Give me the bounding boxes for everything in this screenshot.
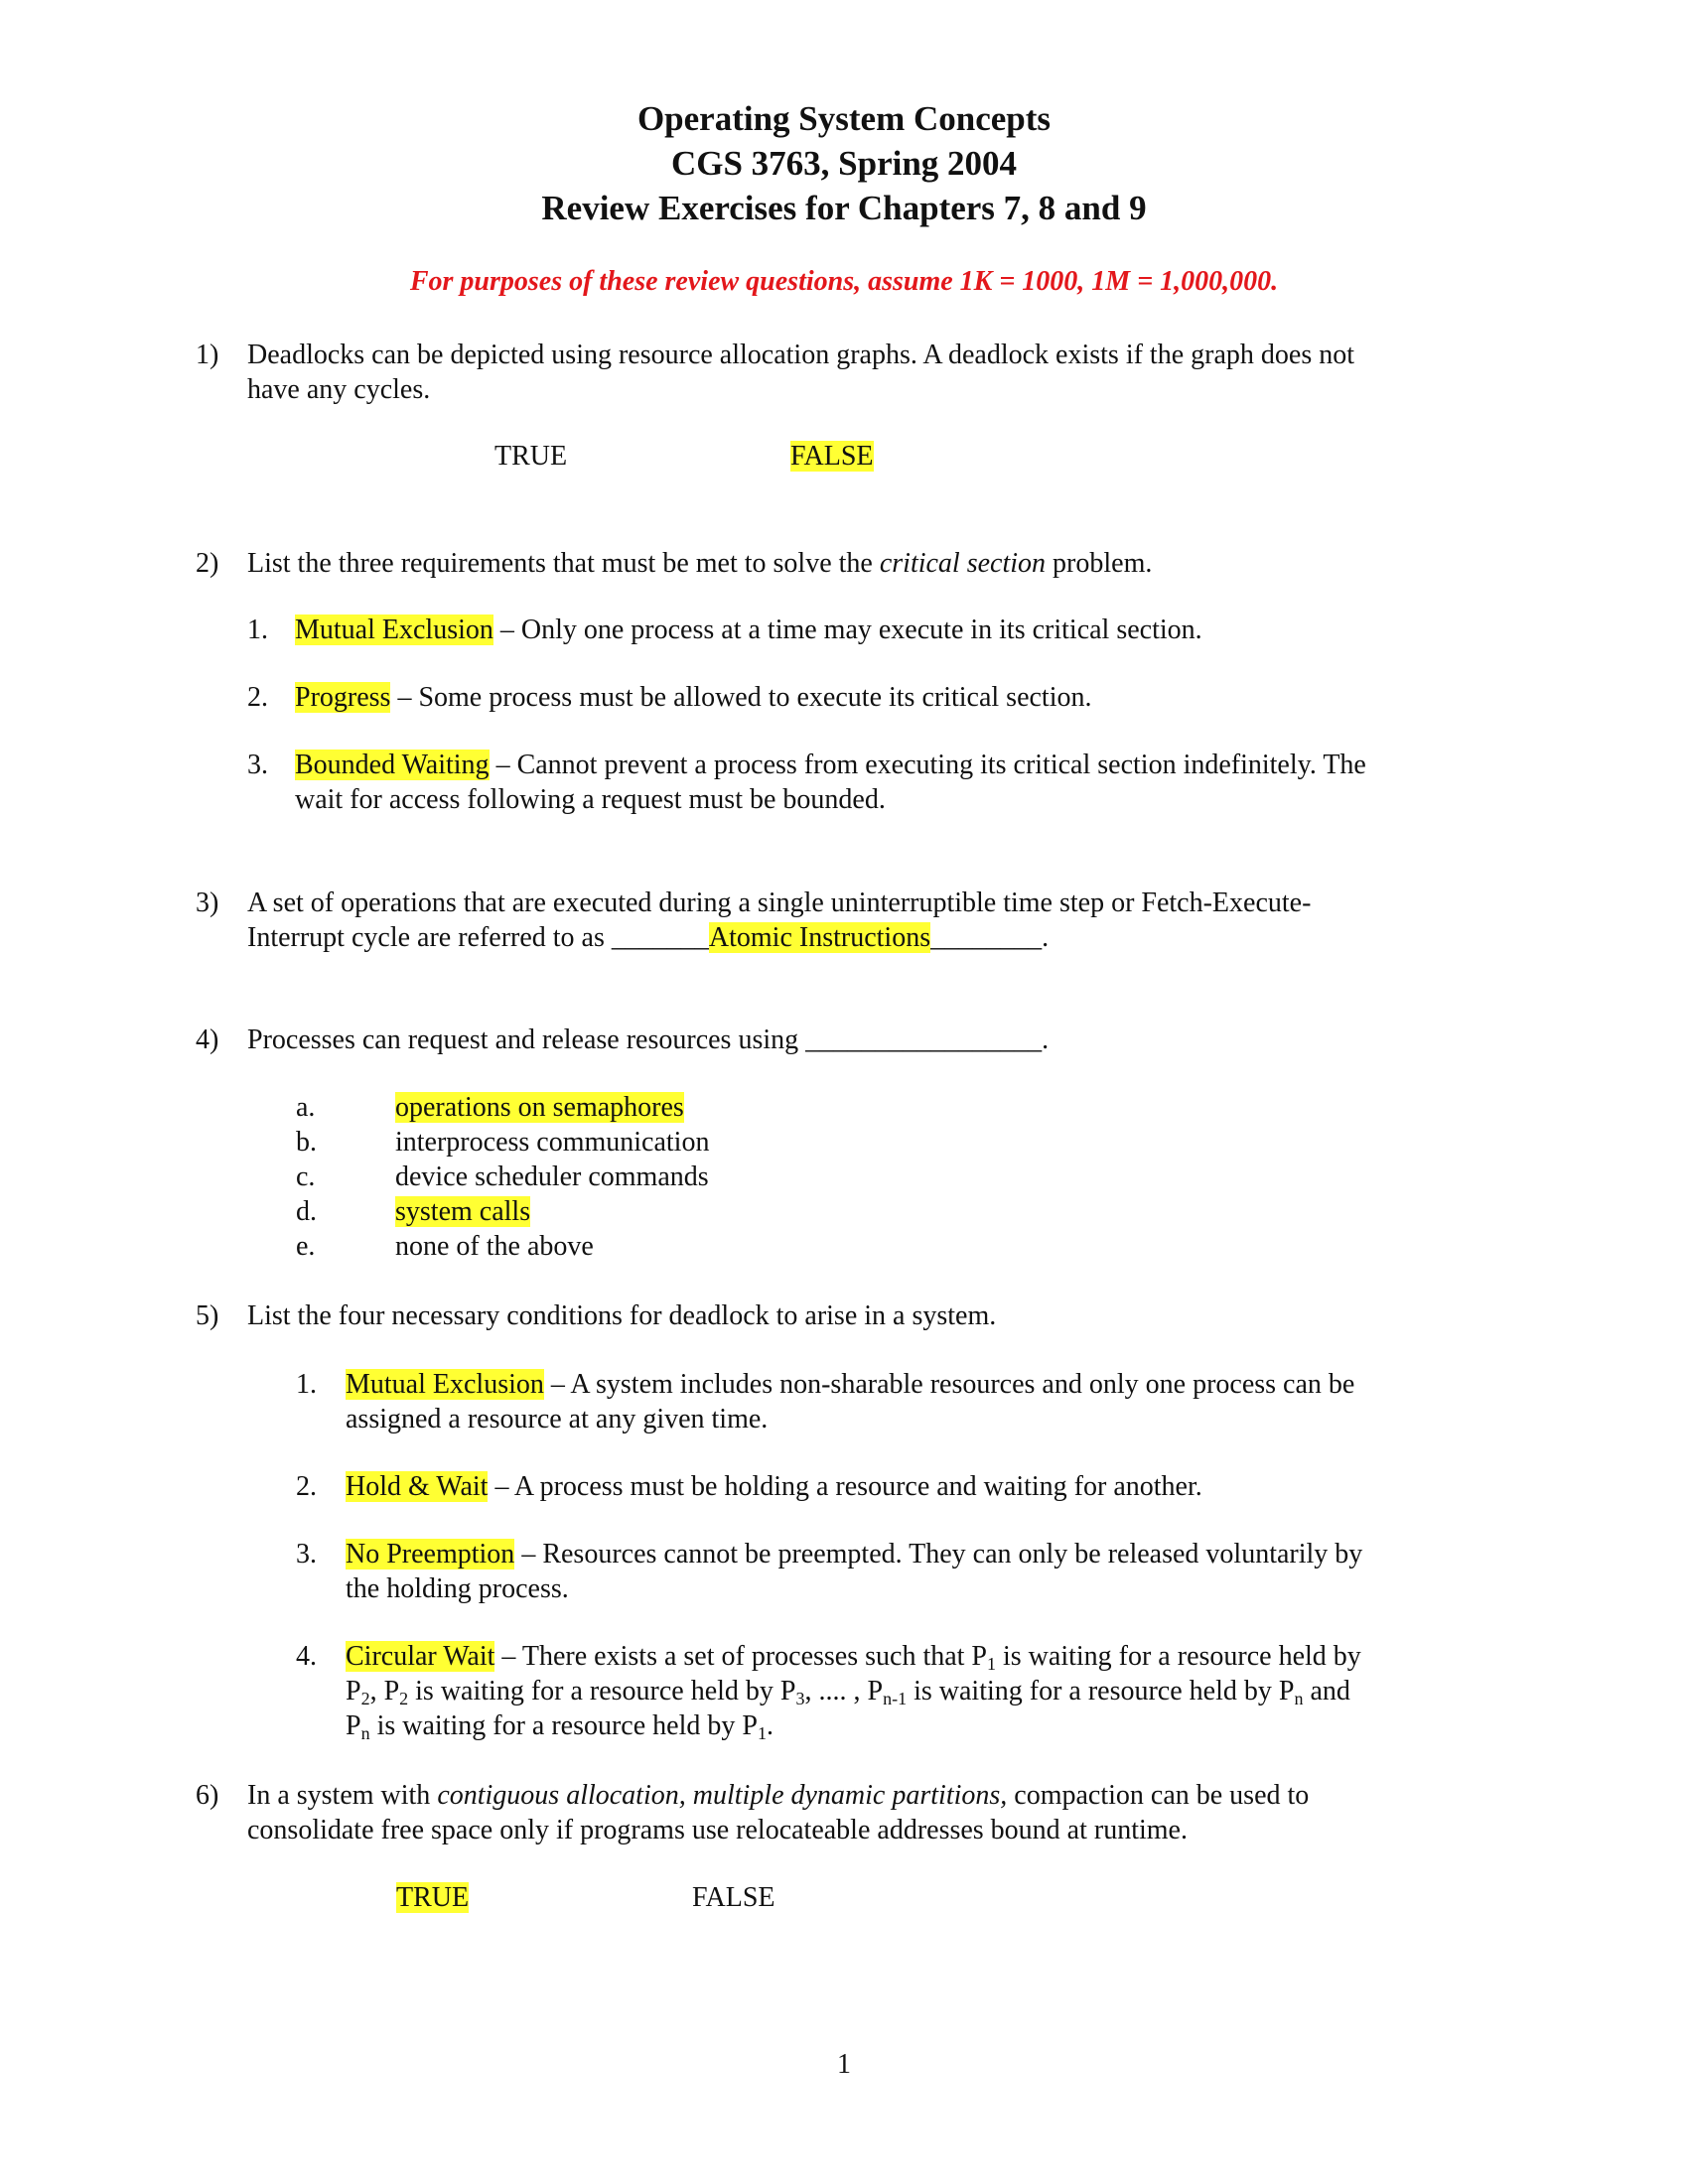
q2-item-1-term: Mutual Exclusion [295, 614, 493, 645]
q4-option-e: none of the above [395, 1231, 594, 1262]
q5-item-1-rest: – A system includes non-sharable resources and only one process can be [543, 1369, 1355, 1400]
q1-text-line2: have any cycles. [247, 374, 431, 405]
q5-item-1-term: Mutual Exclusion [346, 1369, 544, 1400]
cw-l2-a: P [346, 1676, 361, 1706]
cw-l3-c: . [766, 1710, 774, 1741]
q3-answer-highlight: Atomic Instructions [708, 922, 931, 953]
q2-item-1-number: 1. [247, 614, 268, 645]
q5-item-3-number: 3. [296, 1539, 317, 1570]
q1-answer-highlight: FALSE [790, 441, 874, 472]
q4-option-a-letter: a. [296, 1092, 316, 1123]
q6-answer-highlight: TRUE [396, 1882, 470, 1913]
course-line: CGS 3763, Spring 2004 [670, 144, 1018, 183]
q2-number: 2) [196, 548, 219, 579]
q2-item-3-rest: – Cannot prevent a process from executing its critical section indefinitely. The [489, 750, 1366, 780]
q3-line2-post: ________. [930, 922, 1050, 953]
subscript-n-b: n [360, 1723, 370, 1743]
q6-option-true [396, 1880, 469, 1915]
q5-item-3-term: No Preemption [346, 1539, 515, 1570]
q5-item-4-rest-a: – There exists a set of processes such that P [494, 1641, 987, 1672]
q5-item-4-number: 4. [296, 1641, 317, 1672]
q2-item-2-number: 2. [247, 682, 268, 713]
q2-item-1-rest: – Only one process at a time may execute in its critical section. [492, 614, 1202, 645]
q2-item-1 [295, 613, 1202, 647]
q3-number: 3) [196, 887, 219, 918]
cw-l2-f: and [1303, 1676, 1350, 1706]
subscript-n-a: n [1294, 1689, 1304, 1708]
cw-l3-a: P [346, 1710, 361, 1741]
cw-l2-d: , .... , P [804, 1676, 884, 1706]
cw-l2-e: is waiting for a resource held by P [907, 1676, 1295, 1706]
q4-option-a [395, 1090, 684, 1125]
q2-text-italic: critical section [879, 548, 1047, 579]
q6-option-false: FALSE [692, 1882, 775, 1913]
q4-option-e-letter: e. [296, 1231, 316, 1262]
cw-l2-b: , P [369, 1676, 400, 1706]
q3-line2-pre: Interrupt cycle are referred to as _______ [247, 922, 709, 953]
q5-item-2 [346, 1469, 1202, 1504]
q2-text-pre: List the three requirements that must be met to solve the [247, 548, 880, 579]
exercise-line: Review Exercises for Chapters 7, 8 and 9 [541, 189, 1147, 227]
q3-text-line2 [247, 920, 1049, 955]
q5-item-2-rest: – A process must be holding a resource and waiting for another. [488, 1471, 1202, 1502]
q5-item-2-number: 2. [296, 1471, 317, 1502]
subscript-1b: 1 [757, 1723, 767, 1743]
subscript-2b: 2 [399, 1689, 409, 1708]
q2-item-2-term: Progress [295, 682, 391, 713]
q2-item-3 [295, 748, 1366, 782]
q4-option-d-highlight: system calls [395, 1196, 531, 1227]
q3-text-line1: A set of operations that are executed during a single uninterruptible time step or Fetch-Execute- [247, 887, 1312, 918]
subscript-1: 1 [987, 1654, 996, 1674]
q1-number: 1) [196, 340, 219, 370]
q4-number: 4) [196, 1024, 219, 1055]
q2-item-3-line2: wait for access following a request must be bounded. [295, 784, 886, 815]
q5-number: 5) [196, 1300, 219, 1331]
q4-option-c-letter: c. [296, 1161, 316, 1192]
q2-item-2-rest: – Some process must be allowed to execute its critical section. [390, 682, 1092, 713]
q6-text-line1 [247, 1778, 1309, 1813]
q2-text [247, 546, 1152, 581]
q5-item-4-line2 [346, 1674, 1350, 1708]
cw-l2-c: is waiting for a resource held by P [408, 1676, 796, 1706]
q1-text-line1: Deadlocks can be depicted using resource allocation graphs. A deadlock exists if the graph does not [247, 340, 1354, 370]
q4-option-d [395, 1194, 530, 1229]
q4-option-a-highlight: operations on semaphores [395, 1092, 684, 1123]
q1-option-true: TRUE [494, 441, 568, 472]
q6-number: 6) [196, 1780, 219, 1811]
subscript-n-1: n-1 [883, 1689, 908, 1708]
q5-text: List the four necessary conditions for deadlock to arise in a system. [247, 1300, 997, 1331]
q2-item-3-number: 3. [247, 750, 268, 780]
q5-item-3-rest: – Resources cannot be preempted. They can only be released voluntarily by [514, 1539, 1363, 1570]
q5-item-1-number: 1. [296, 1369, 317, 1400]
cw-l3-b: is waiting for a resource held by P [369, 1710, 758, 1741]
q5-item-4 [346, 1639, 1361, 1674]
q2-item-3-term: Bounded Waiting [295, 750, 490, 780]
assumption-note: For purposes of these review questions, assume 1K = 1000, 1M = 1,000,000. [409, 266, 1279, 297]
subscript-3: 3 [795, 1689, 805, 1708]
q4-option-c: device scheduler commands [395, 1161, 709, 1192]
q5-item-4-term: Circular Wait [346, 1641, 495, 1672]
q5-item-1-line2: assigned a resource at any given time. [346, 1404, 769, 1434]
q4-option-b: interprocess communication [395, 1127, 710, 1158]
q6-text-pre: In a system with [247, 1780, 438, 1811]
q5-item-4-line3 [346, 1708, 774, 1743]
q5-item-1 [346, 1367, 1354, 1402]
q5-item-4-rest-b: is waiting for a resource held by [996, 1641, 1361, 1672]
q4-text: Processes can request and release resources using _________________. [247, 1024, 1050, 1055]
q5-item-2-term: Hold & Wait [346, 1471, 489, 1502]
q1-option-false [790, 439, 874, 474]
q2-text-post: problem. [1046, 548, 1153, 579]
doc-title: Operating System Concepts [636, 99, 1052, 138]
q4-option-d-letter: d. [296, 1196, 317, 1227]
q6-text-italic: contiguous allocation, multiple dynamic partitions, [437, 1780, 1008, 1811]
page-number: 1 [837, 2049, 851, 2080]
q6-text-line2: consolidate free space only if programs use relocateable addresses bound at runtime. [247, 1815, 1188, 1845]
q6-text-post: compaction can be used to [1007, 1780, 1310, 1811]
q4-option-b-letter: b. [296, 1127, 317, 1158]
subscript-2a: 2 [360, 1689, 370, 1708]
q5-item-3 [346, 1537, 1362, 1571]
q5-item-3-line2: the holding process. [346, 1573, 569, 1604]
q2-item-2 [295, 680, 1091, 715]
